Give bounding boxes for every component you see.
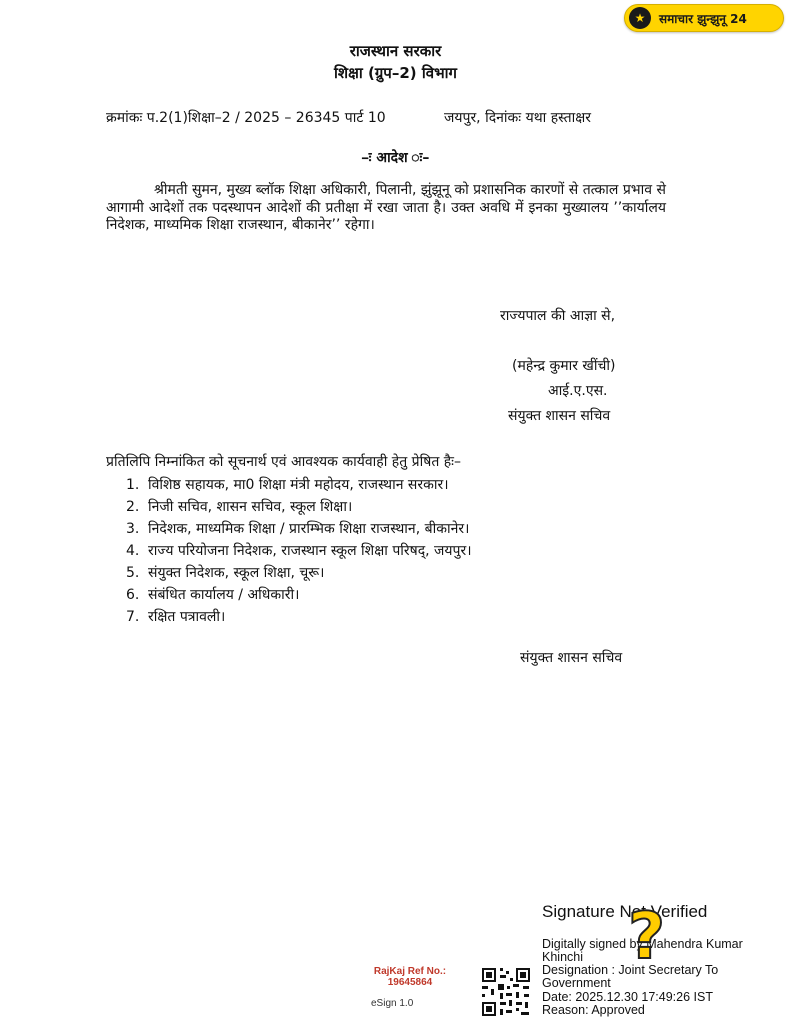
list-item-text: निजी सचिव, शासन सचिव, स्कूल शिक्षा।: [148, 499, 353, 515]
place-date: जयपुर, दिनांकः यथा हस्ताक्षर: [444, 110, 591, 126]
list-item: [106, 562, 666, 584]
question-mark-icon: ?: [628, 900, 666, 974]
header-dept: शिक्षा (ग्रुप–2) विभाग: [334, 64, 457, 82]
list-item: [106, 474, 666, 496]
list-item-text: निदेशक, माध्यमिक शिक्षा / प्रारम्भिक शिक्षा राजस्थान, बीकानेर।: [148, 521, 470, 537]
signatory-designation: संयुक्त शासन सचिव: [508, 408, 611, 424]
list-item-number: 1.: [126, 477, 140, 493]
designation-line: Designation : Joint Secretary To: [542, 963, 719, 978]
order-number: क्रमांकः प.2(1)शिक्षा–2 / 2025 – 26345 पार्ट 10: [106, 110, 386, 126]
news-logo-icon: ★: [629, 7, 651, 29]
list-item: [106, 496, 666, 518]
list-item-number: 4.: [126, 543, 140, 559]
order-body: [106, 182, 666, 235]
signed-by-line: Khinchi: [542, 950, 583, 965]
date-line: Date: 2025.12.30 17:49:26 IST: [542, 989, 713, 1004]
copy-list: [106, 474, 666, 628]
list-item: [106, 540, 666, 562]
watermark-text: समाचार झुन्झुनू 24: [659, 11, 747, 26]
header-org: राजस्थान सरकार: [349, 42, 442, 60]
signatory-service: आई.ए.एस.: [548, 383, 608, 399]
list-item-text: विशिष्ठ सहायक, मा0 शिक्षा मंत्री महोदय, राजस्थान सरकार।: [148, 477, 449, 493]
list-item-number: 5.: [126, 565, 140, 581]
copy-intro: प्रतिलिपि निम्नांकित को सूचनार्थ एवं आवश्यक कार्यवाही हेतु प्रेषित हैः–: [106, 454, 462, 470]
rajkaj-ref: [360, 966, 460, 988]
list-item: [106, 518, 666, 540]
list-item-number: 3.: [126, 521, 140, 537]
designation-line: Government: [542, 976, 611, 991]
by-order-line: राज्यपाल की आज्ञा से,: [500, 308, 616, 324]
list-item: [106, 606, 666, 628]
watermark-badge: [624, 4, 784, 32]
list-item-text: राज्य परियोजना निदेशक, राजस्थान स्कूल शिक्षा परिषद्, जयपुर।: [148, 543, 472, 559]
rajkaj-ref-label: RajKaj Ref No.:: [373, 966, 447, 977]
closing-designation: संयुक्त शासन सचिव: [520, 650, 623, 666]
qr-code-icon: [480, 966, 532, 1018]
order-paragraph: श्रीमती सुमन, मुख्य ब्लॉक शिक्षा अधिकारी, पिलानी, झुंझूनू को प्रशासनिक कारणों से तत्काल प्रभाव से आगामी आदेशों तक पदस्थापन आदेशों की प्रतीक्षा में रखा जाता है। उक्त अवधि में इनका मुख्यालय ’’कार्यालय निदेशक, माध्यमिक शिक्षा राजस्थान, बीकानेर’’ रहेगा।: [106, 182, 666, 233]
list-item-text: संयुक्त निदेशक, स्कूल शिक्षा, चूरू।: [148, 565, 325, 581]
signature-status: Signature Not Verified: [542, 902, 708, 921]
list-item-number: 2.: [126, 499, 140, 515]
reason-line: Reason: Approved: [542, 1002, 645, 1017]
esign-version: eSign 1.0: [371, 998, 414, 1009]
list-item: [106, 584, 666, 606]
list-item-text: रक्षित पत्रावली।: [148, 609, 226, 625]
rajkaj-ref-number: 19645864: [387, 977, 433, 988]
list-item-number: 7.: [126, 609, 140, 625]
signed-by-line: Digitally signed by Mahendra Kumar: [542, 937, 743, 951]
order-heading: –ः आदेश ः–: [361, 150, 430, 166]
list-item-text: संबंधित कार्यालय / अधिकारी।: [148, 587, 300, 603]
list-item-number: 6.: [126, 587, 140, 603]
signatory-name: (महेन्द्र कुमार खींची): [512, 358, 616, 374]
